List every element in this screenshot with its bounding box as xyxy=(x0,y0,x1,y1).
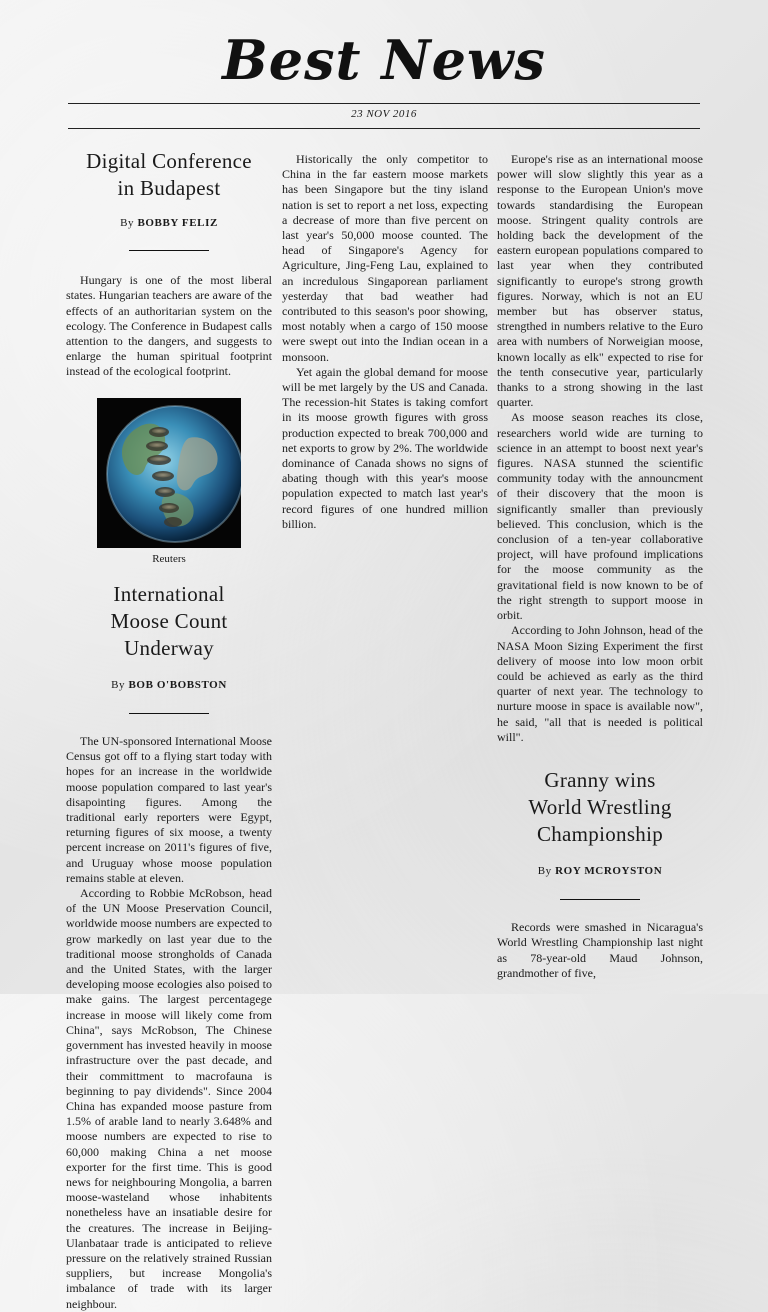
column-3 xyxy=(497,152,703,981)
headline-line: Underway xyxy=(124,635,214,660)
headline-line: International xyxy=(113,581,225,606)
article-paragraph: As moose season reaches its close, researchers world wide are turning to science in an attempt to boost next year's figures. NASA stunned the scientific community today with the announcment of their discovery that the moon is significantly smaller than previously believed. This conclusion, which is the conclusion of a ten-year collaborative project, will have profound implications for the moose community as the gravitational field is now known to be of the right strength to support moose in orbit. xyxy=(497,410,703,623)
byline-moose-count xyxy=(66,678,272,693)
article-paragraph: According to Robbie McRobson, head of the UN Moose Preservation Council, worldwide moose numbers are expected to grow markedly on last year due to the traditional moose strongholds of Canada and the United States, with the larger developing moose ecologies also poised to make gains. The largest percentagege increase in moose will likely come from China", says McRobson, The Chinese government has invested heavily in moose infrastructure over the past decade, and their committment to macrofauna is beginning to pay dividends". Since 2004 China has expanded moose pasture from 1.5% of arable land to nearly 3.648% and moose numbers are expected to rise to 60,000 making China a net moose exporter for the first time. This is good news for neighbouring Mongolia, a barren moose-wasteland whose inhabitents nonetheless have an insatiable desire for the creatures. The increase in Beijing-Ulanbataar trade is anticipated to relieve pressure on the relatively strained Russian suppliers, but increase Mongolia's imbalance of trade with its larger neighbour. xyxy=(66,886,272,1311)
headline-line: World Wrestling xyxy=(528,794,672,819)
byline-by: By xyxy=(111,678,126,691)
headline-moose-count xyxy=(66,581,272,662)
article-paragraph: The UN-sponsored International Moose Census got off to a flying start today with hopes for an increase in the worldwide moose population compared to last year's disapointing figures. Among the traditional early reporters were Egypt, returning figures of six moose, a twenty percent increase on 2011's figures of five, and Uruguay whose moose population remains stable at eleven. xyxy=(66,734,272,885)
article-paragraph: According to John Johnson, head of the NASA Moon Sizing Experiment the first delivery of moose into low moon orbit could be achieved as early as the third quarter of next year. The technology to nurture moose in space is available now", he said, "all that is needed is political will". xyxy=(497,623,703,744)
section-divider xyxy=(129,713,209,714)
headline-line: Granny wins xyxy=(544,767,656,792)
column-1 xyxy=(66,148,272,1312)
masthead-rule-top xyxy=(68,103,700,104)
article-paragraph: Europe's rise as an international moose power will slow slightly this year as a response to the European Union's move towards standardising the European moose. Stringent quality controls are holding back the development of the eastern european populations compared to last year when they contributed significantly to europe's strong growth figures. Norway, which is not an EU member but has observer status, strengthed in numbers relative to the Euro area with numbers of Norweigian moose, known locally as elk" expected to rise for the tenth consecutive year, particularly thanks to a strong showing in the last quarter. xyxy=(497,152,703,410)
headline-line: Moose Count xyxy=(110,608,228,633)
photo-figure xyxy=(97,398,241,567)
headline-line: Championship xyxy=(536,821,664,846)
masthead: Best News xyxy=(222,28,546,92)
byline-author: BOBBY FELIZ xyxy=(137,217,218,229)
article-paragraph: Records were smashed in Nicaragua's World Wrestling Championship last night as 78-year-old Maud Johnson, grandmother of five, xyxy=(497,920,703,980)
column-2 xyxy=(282,152,488,532)
headline-line: Digital Conference xyxy=(86,149,252,173)
headline-granny-wrestling xyxy=(497,767,703,848)
byline-granny-wrestling xyxy=(497,864,703,879)
article-digital-conference xyxy=(66,148,272,380)
article-paragraph: Hungary is one of the most liberal states. Hungarian teachers are aware of the effects of an authoritarian system on the ecology. The Conference in Budapest calls attention to the dangers, and suggests to enlarge the human spiritual footprint instead of the ecological footprint. xyxy=(66,273,272,379)
headline-line: in Budapest xyxy=(117,176,221,200)
section-divider xyxy=(560,899,640,900)
byline-author: ROY MCROYSTON xyxy=(555,864,663,877)
masthead-rule-bottom xyxy=(68,128,700,129)
photo-caption: Reuters xyxy=(152,552,186,565)
article-paragraph: Historically the only competitor to China in the far eastern moose markets has been Singapore but the tiny island nation is set to report a net loss, expecting a decrease of more than five percent on last year's 50,000 moose counted. The head of Singapore's Agency for Agriculture, Jing-Feng Lau, explained to an incredulous Singaporean parliament yesterday that bad weather had contributed to this season's poor showing, most notably when a cargo of 150 moose were swept out into the Indian ocean in a monsoon. xyxy=(282,152,488,364)
article-moose-count xyxy=(66,581,272,1312)
byline-by: By xyxy=(120,217,135,229)
article-paragraph: Yet again the global demand for moose will be met largely by the US and Canada. The recession-hit States is taking comfort in its moose growth figures with gross production expected to break 700,000 and net exports to grow by 2%. The worldwide dominance of Canada shows no signs of abating though with this year's moose population expected to match last year's record figures of one hundred million billion. xyxy=(282,364,488,531)
dateline: 23 NOV 2016 xyxy=(351,108,417,120)
headline-digital-conference xyxy=(66,148,272,202)
article-granny-wrestling xyxy=(497,767,703,981)
byline-digital-conference xyxy=(66,216,272,231)
section-divider xyxy=(129,250,209,251)
earth-globe-icon xyxy=(97,398,241,548)
byline-author: BOB O'BOBSTON xyxy=(128,678,227,691)
byline-by: By xyxy=(537,864,552,877)
earth-footprint-photo xyxy=(97,398,241,548)
